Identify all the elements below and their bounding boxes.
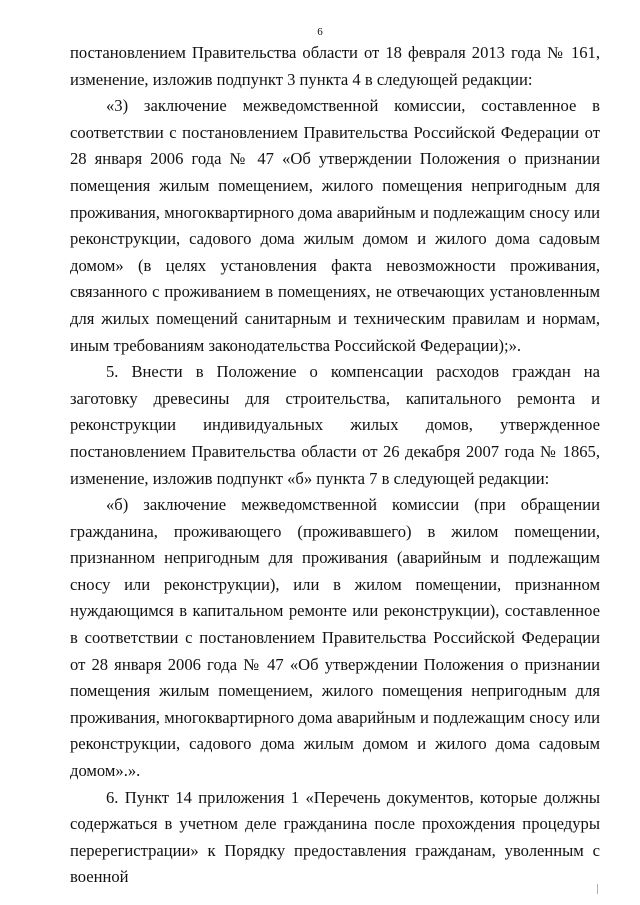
document-body	[70, 40, 600, 891]
paragraph-intro: постановлением Правительства области от 18 февраля 2013 года № 161, изменение, изложив подпункт 3 пункта 4 в следующей редакции:	[70, 43, 600, 89]
paragraph-item-6: 6. Пункт 14 приложения 1 «Перечень документов, которые должны содержаться в учетном деле гражданина после прохождения процедуры перерегистрации» к Порядку предоставления гражданам, уволенным с военной	[70, 787, 600, 887]
scan-margin-mark	[597, 884, 598, 894]
page-number: 6	[317, 26, 323, 38]
paragraph-subpoint-3: «3) заключение межведомственной комиссии, составленное в соответствии с постановлением Правительства Российской Федерации от 28 января 2006 года № 47 «Об утверждении Положения о признании помещения жилым помещением, жилого помещения непригодным для проживания, многоквартирного дома аварийным и подлежащим сносу или реконструкции, садового дома жилым домом и жилого дома садовым домом» (в целях установления факта невозможности проживания, связанного с проживанием в помещениях, не отвечающих установленным для жилых помещений санитарным и техническим правилам и нормам, иным требованиям законодательства Российской Федерации);».	[70, 96, 600, 355]
paragraph-subpoint-b: «б) заключение межведомственной комиссии (при обращении гражданина, проживающего (проживавшего) в жилом помещении, признанном непригодным для проживания (аварийным и подлежащим сносу или реконструкции), или в жилом помещении, признанном нуждающимся в капитальном ремонте или реконструкции), составленное в соответствии с постановлением Правительства Российской Федерации от 28 января 2006 года № 47 «Об утверждении Положения о признании помещения жилым помещением, жилого помещения непригодным для проживания, многоквартирного дома аварийным и подлежащим сносу или реконструкции, садового дома жилым домом и жилого дома садовым домом».».	[70, 495, 600, 781]
paragraph-item-5: 5. Внести в Положение о компенсации расходов граждан на заготовку древесины для строительства, капитального ремонта и реконструкции индивидуальных жилых домов, утвержденное постановлением Правительства области от 26 декабря 2007 года № 1865, изменение, изложив подпункт «б» пункта 7 в следующей редакции:	[70, 362, 600, 488]
